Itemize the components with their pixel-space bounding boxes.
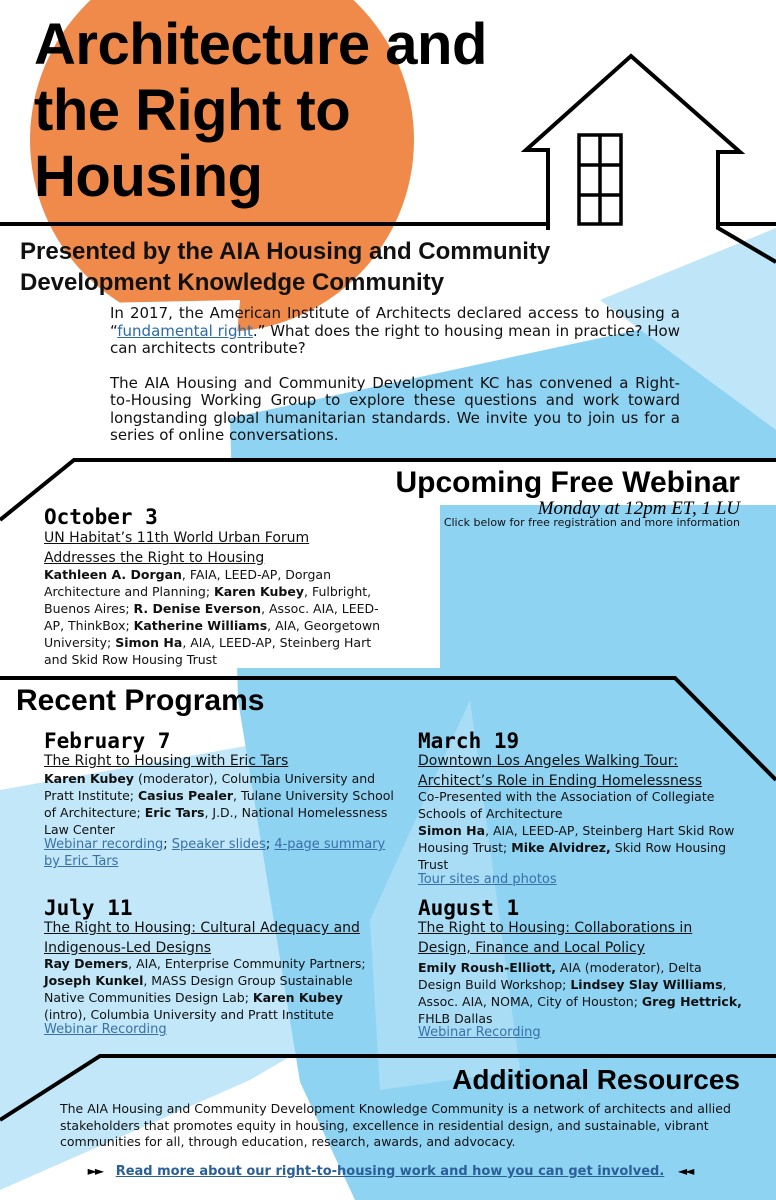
upcoming-date: October 3: [44, 505, 158, 529]
resources-heading: Additional Resources: [452, 1064, 740, 1095]
upcoming-heading: Upcoming Free Webinar: [395, 466, 740, 499]
subtitle-line: Development Knowledge Community: [20, 269, 445, 296]
speaker-slides-link[interactable]: Speaker slides: [171, 837, 266, 852]
upcoming-speakers: Kathleen A. Dorgan, FAIA, LEED-AP, Dorgan Architecture and Planning; Karen Kubey, Fulbright, Buenos Aires; R. Denise Everson, Assoc. AIA, LEED-AP, ThinkBox; Katherine Williams, AIA, Georgetown University; Simon Ha, AIA, LEED-AP, Steinberg Hart and Skid Row Housing Trust: [44, 567, 381, 667]
program-speakers: Emily Roush-Elliott, AIA (moderator), Delta Design Build Workshop; Lindsey Slay Williams, Assoc. AIA, NOMA, City of Houston; Greg Hettrick, FHLB Dallas: [418, 960, 742, 1026]
arrow-left-icon: ◄◄: [677, 1164, 693, 1178]
program-title[interactable]: The Right to Housing: Collaborations in Design, Finance and Local Policy: [418, 920, 693, 956]
program-date: July 11: [44, 896, 133, 920]
presenter-subtitle: [20, 236, 720, 298]
program-date: February 7: [44, 729, 171, 753]
program-speakers: Karen Kubey (moderator), Columbia University and Pratt Institute; Casius Pealer, Tulane University School of Architecture; Eric Tars, J.D., National Homelessness Law Center: [44, 771, 394, 837]
arrow-right-icon: ►►: [87, 1164, 103, 1178]
program-title[interactable]: The Right to Housing with Eric Tars: [44, 753, 289, 769]
summary-link[interactable]: 4-page summary by Eric Tars: [44, 837, 386, 869]
subtitle-line: Presented by the AIA Housing and Community: [20, 238, 551, 265]
program-speakers: Ray Demers, AIA, Enterprise Community Partners; Joseph Kunkel, MASS Design Group Sustainable Native Communities Design Lab; Karen Kubey (intro), Columbia University and Pratt Institute: [44, 956, 366, 1022]
title-line: Housing: [34, 144, 263, 209]
fundamental-right-link[interactable]: fundamental right: [117, 321, 253, 340]
page-title: [34, 12, 594, 210]
tour-photos-link[interactable]: Tour sites and photos: [418, 872, 557, 887]
intro-paragraph-2: The AIA Housing and Community Development KC has convened a Right-to-Housing Working Group to explore these questions and work toward longstanding global humanitarian standards. We invite you to join us for a series of online conversations.: [110, 373, 680, 444]
program-links: [418, 1024, 738, 1041]
upcoming-event-title[interactable]: UN Habitat’s 11th World Urban Forum Addresses the Right to Housing: [44, 530, 310, 566]
program-title[interactable]: The Right to Housing: Cultural Adequacy and Indigenous-Led Designs: [44, 920, 360, 956]
webinar-recording-link[interactable]: Webinar Recording: [44, 1022, 167, 1037]
read-more-link[interactable]: Read more about our right-to-housing work and how you can get involved.: [115, 1164, 665, 1179]
program-date: August 1: [418, 896, 520, 920]
program-links: Webinar recording; Speaker slides; 4-page summary by Eric Tars: [44, 837, 386, 869]
program-links: [418, 871, 738, 888]
webinar-recording-link[interactable]: Webinar recording: [44, 837, 164, 852]
title-line: the Right to: [34, 78, 351, 143]
program-title[interactable]: Downtown Los Angeles Walking Tour: Architect’s Role in Ending Homelessness: [418, 753, 703, 789]
upcoming-note: Click below for free registration and more information: [443, 516, 740, 529]
recent-heading: Recent Programs: [16, 684, 265, 717]
read-more-row: [80, 1164, 700, 1179]
program-links: [44, 1021, 384, 1038]
resources-body: The AIA Housing and Community Development Knowledge Community is a network of architects and allied stakeholders that promotes equity in housing, excellence in residential design, and sustainable, vibrant communities for all, through education, research, awards, and advocacy.: [60, 1101, 731, 1149]
intro-text: [110, 305, 680, 462]
title-line: Architecture and: [34, 12, 487, 77]
program-speakers: Co-Presented with the Association of Collegiate Schools of Architecture Simon Ha, AIA, LEED-AP, Steinberg Hart Skid Row Housing Trust; Mike Alvidrez, Skid Row Housing Trust: [418, 789, 735, 872]
intro-paragraph-1: In 2017, the American Institute of Architects declared access to housing a “fundamental right.” What does the right to housing mean in practice? How can architects contribute?: [110, 304, 681, 357]
webinar-recording-link[interactable]: Webinar Recording: [418, 1025, 541, 1040]
upcoming-schedule: Monday at 12pm ET, 1 LU: [537, 498, 740, 519]
program-date: March 19: [418, 729, 520, 753]
